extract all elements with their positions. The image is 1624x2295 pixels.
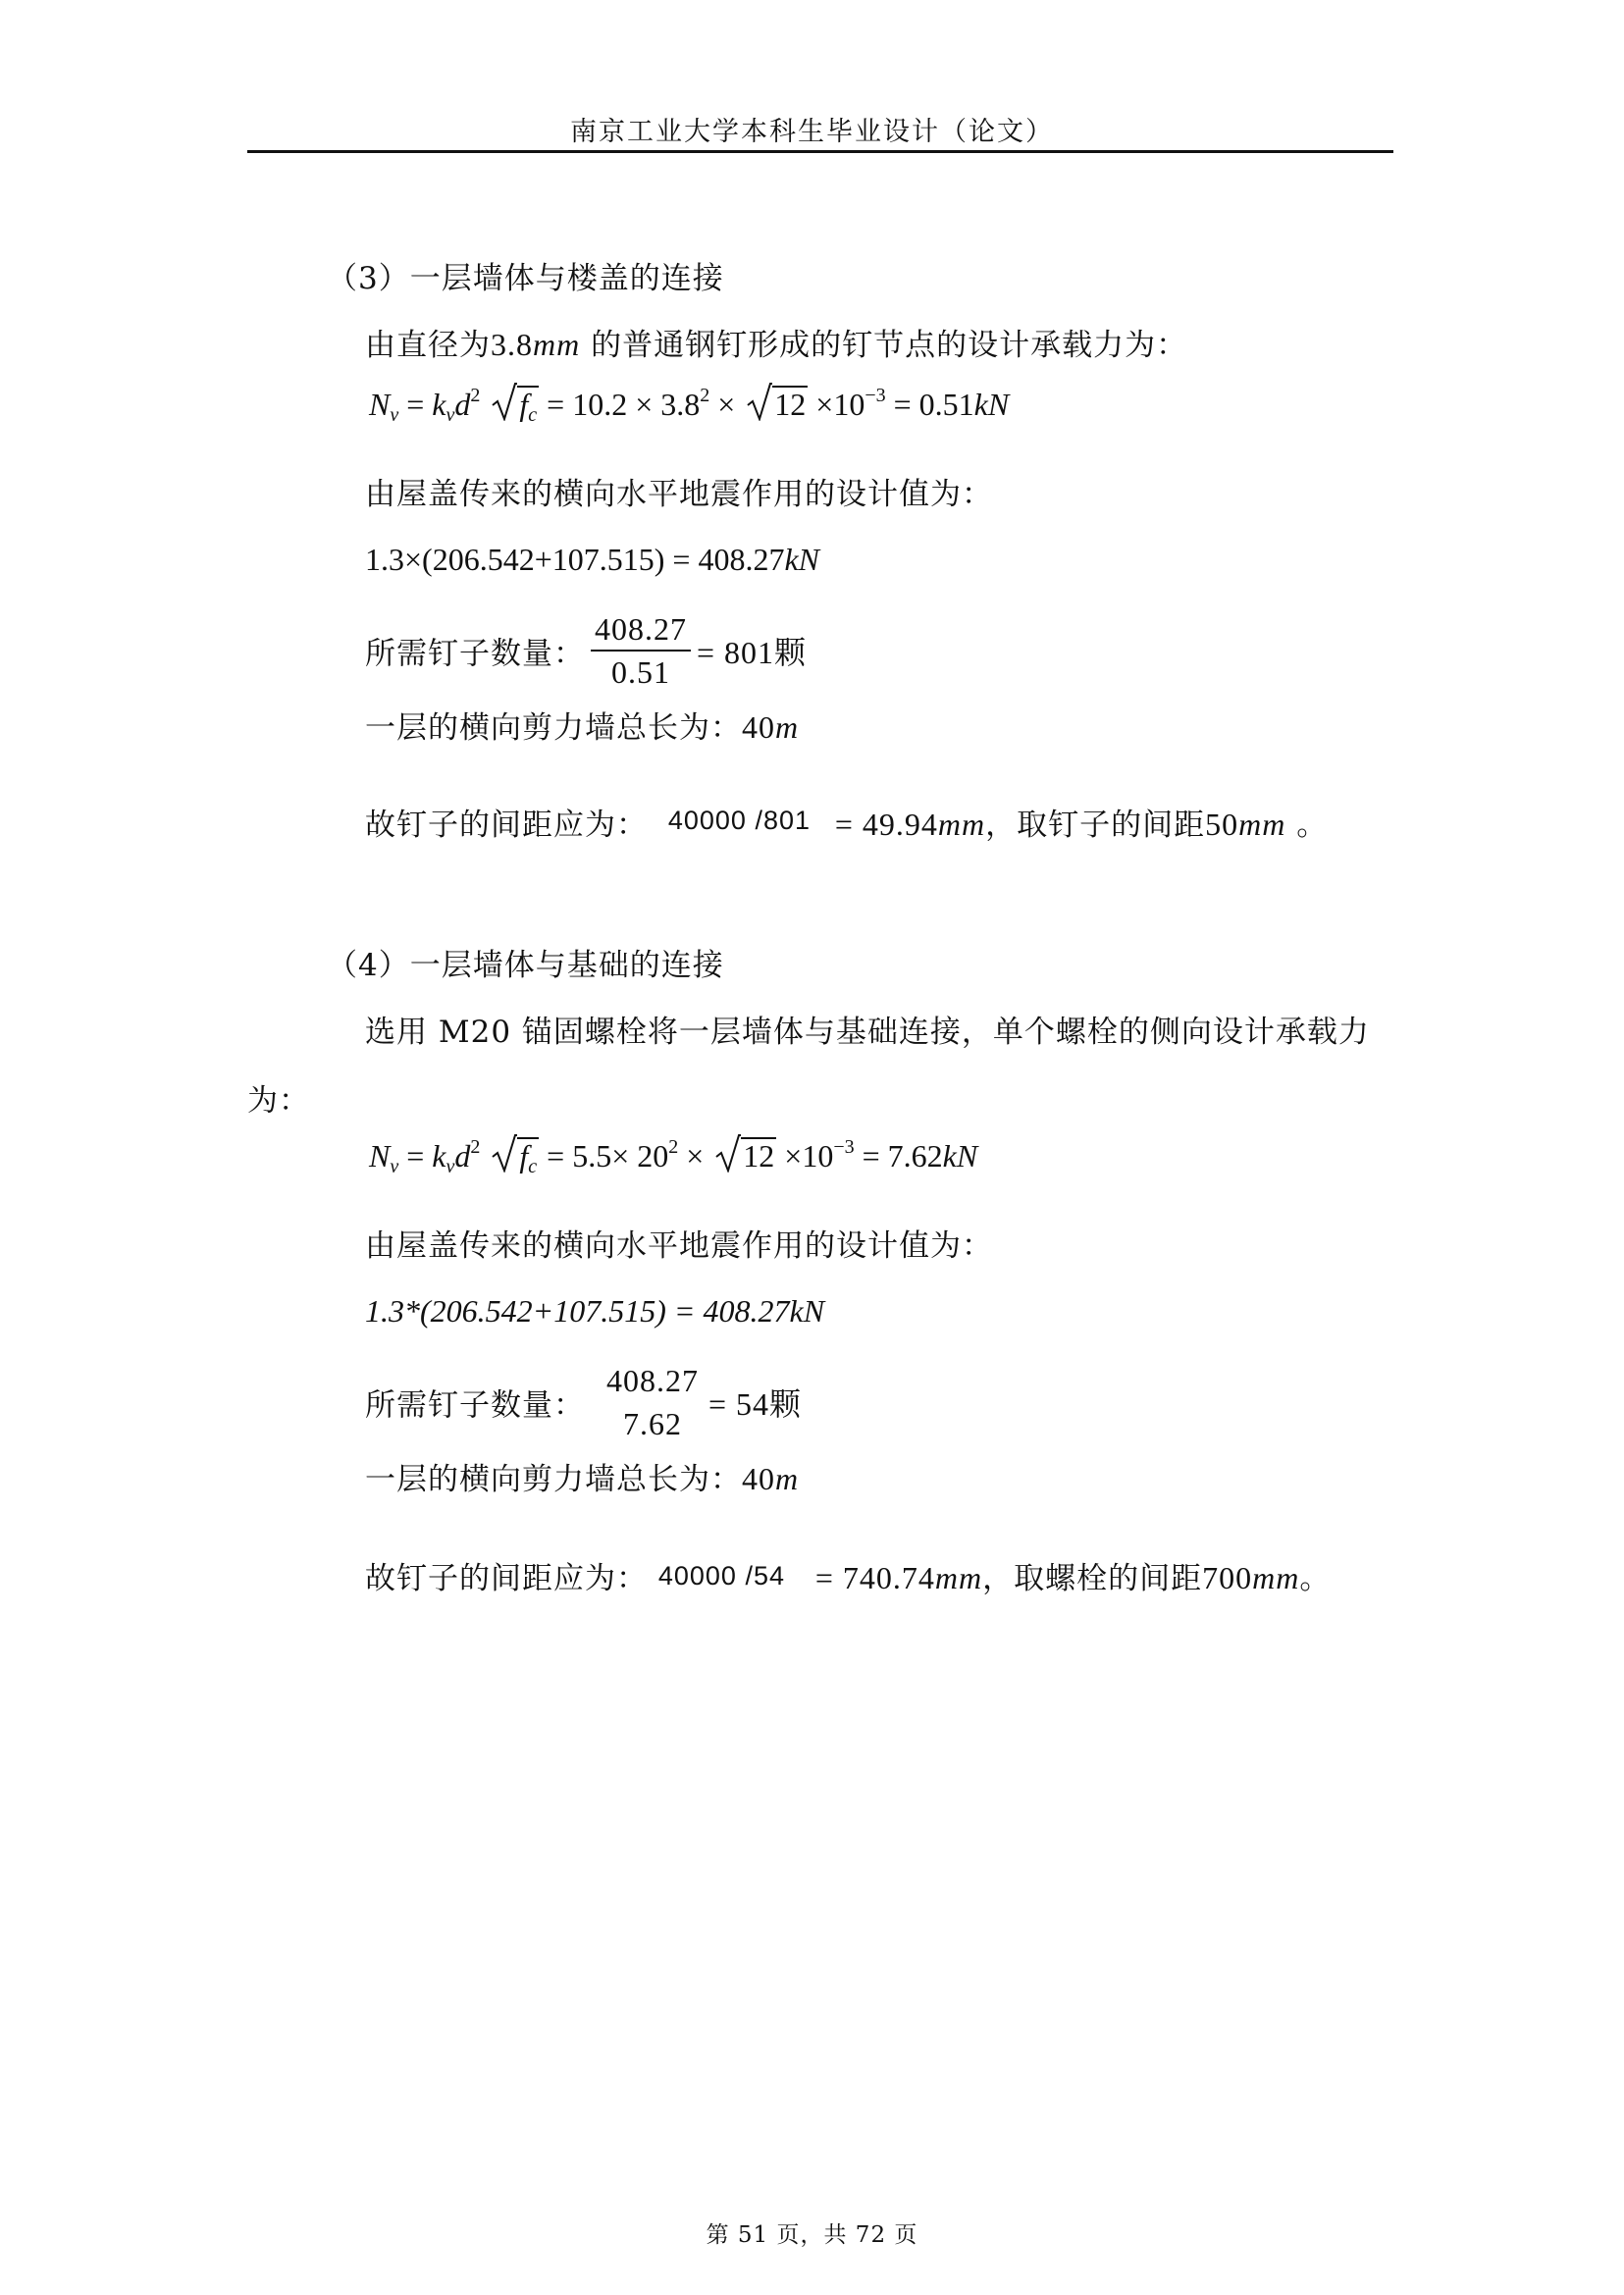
sqrt-symbol: $f_c$	[492, 386, 539, 432]
section-3-seismic-formula: 1.3×(206.542+107.515) = 408.27kN	[365, 542, 819, 577]
section-4-seismic-formula: 1.3*(206.542+107.515) = 408.27kN	[365, 1293, 825, 1329]
sqrt-symbol: $f_c$	[492, 1137, 539, 1183]
section-3-seismic-label: 由屋盖传来的横向水平地震作用的设计值为：	[365, 477, 993, 512]
section-3-spacing: 故钉子的间距应为： 40000 /801 = 49.94mm，取钉子的间距50mm 。	[365, 806, 1329, 843]
section-4-seismic-label: 由屋盖传来的横向水平地震作用的设计值为：	[365, 1228, 993, 1264]
header-rule	[247, 150, 1393, 153]
section-4-spacing: 故钉子的间距应为： 40000 /54 = 740.74mm，取螺栓的间距700mm。	[365, 1560, 1332, 1596]
sqrt-symbol: 12	[715, 1137, 776, 1174]
section-3-heading: （3）一层墙体与楼盖的连接	[327, 261, 724, 296]
section-3-formula-capacity: $N_v = k_vd^2$ $f_c = 10.2 \times 3.8^2$ × $12 \times 10^{-3} = 0.51kN$	[369, 385, 1009, 432]
section-3-intro: 由直径为3.8mm 的普通钢钉形成的钉节点的设计承载力为：	[365, 327, 1188, 363]
section-3-nail-count: 所需钉子数量： $\frac{408.27}{0.51}$ = 801颗	[365, 611, 808, 690]
section-4-intro: 选用 M20 锚固螺栓将一层墙体与基础连接，单个螺栓的侧向设计承载力	[365, 1015, 1370, 1050]
section-4-heading: （4）一层墙体与基础的连接	[327, 948, 724, 983]
page-number: 第 51 页，共 72 页	[706, 2222, 918, 2248]
section-4-nail-count: 所需钉子数量： 408.27 7.62 = 54颗	[365, 1363, 803, 1441]
section-4-wall-length: 一层的横向剪力墙总长为：40m	[365, 1461, 800, 1497]
section-3-wall-length: 一层的横向剪力墙总长为：40m	[365, 709, 800, 746]
page-header-title: 南京工业大学本科生毕业设计（论文）	[570, 117, 1054, 147]
sqrt-symbol: 12	[747, 386, 808, 423]
section-4-intro-wrap: 为：	[247, 1083, 310, 1119]
section-4-formula-capacity: $N_v = k_vd^2$ $f_c = 5.5\times 20^2$ × $12 \times 10^{-3} = 7.62kN$	[369, 1136, 977, 1183]
